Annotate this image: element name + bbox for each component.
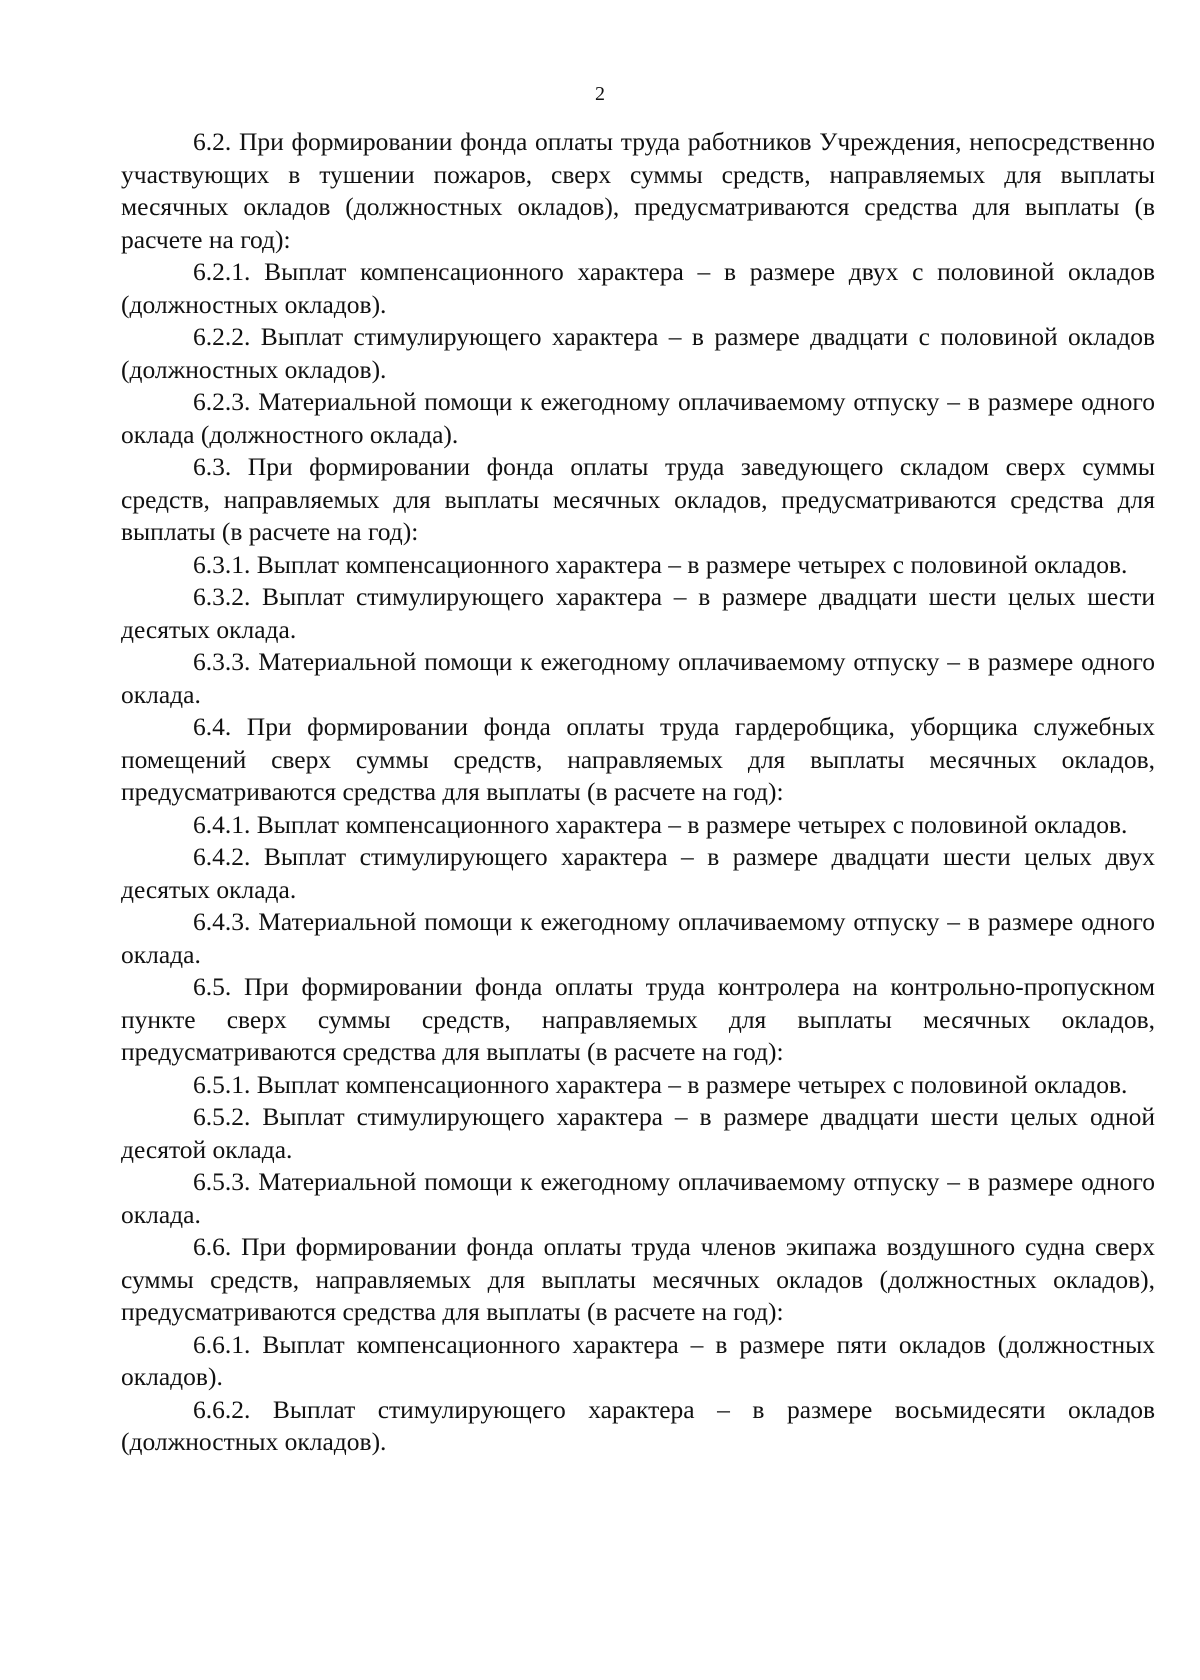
paragraph-6-5-3: 6.5.3. Материальной помощи к ежегодному оплачиваемому отпуску – в размере одного оклада. <box>121 1167 1155 1229</box>
paragraph-6-4-1: 6.4.1. Выплат компенсационного характера – в размере четырех с половиной окладов. <box>193 809 1128 839</box>
paragraph-6-3: 6.3. При формировании фонда оплаты труда заведующего складом сверх суммы средств, направляемых для выплаты месячных окладов, предусматриваются средства для выплаты (в расчете на год): <box>121 452 1155 546</box>
paragraph-6-2-1: 6.2.1. Выплат компенсационного характера – в размере двух с половиной окладов (должностных окладов). <box>121 257 1155 319</box>
paragraph-6-3-3: 6.3.3. Материальной помощи к ежегодному оплачиваемому отпуску – в размере одного оклада. <box>121 647 1155 709</box>
page-number: 2 <box>595 83 605 105</box>
paragraph-6-2-2: 6.2.2. Выплат стимулирующего характера – в размере двадцати с половиной окладов (должностных окладов). <box>121 322 1155 384</box>
paragraph-6-3-1: 6.3.1. Выплат компенсационного характера – в размере четырех с половиной окладов. <box>193 549 1128 579</box>
paragraph-6-6: 6.6. При формировании фонда оплаты труда членов экипажа воздушного судна сверх суммы средств, направляемых для выплаты месячных окладов (должностных окладов), предусматриваются средства для выплаты (в расчете на год): <box>121 1232 1155 1326</box>
paragraph-6-5-1: 6.5.1. Выплат компенсационного характера – в размере четырех с половиной окладов. <box>193 1069 1128 1099</box>
paragraph-6-5-2: 6.5.2. Выплат стимулирующего характера – в размере двадцати шести целых одной десятой оклада. <box>121 1102 1155 1164</box>
paragraph-6-2: 6.2. При формировании фонда оплаты труда работников Учреждения, непосредственно участвующих в тушении пожаров, сверх суммы средств, направляемых для выплаты месячных окладов (должностных окладов), предусматриваются средства для выплаты (в расчете на год): <box>121 127 1155 254</box>
document-body <box>121 126 1155 1459</box>
paragraph-6-4: 6.4. При формировании фонда оплаты труда гардеробщика, уборщика служебных помещений сверх суммы средств, направляемых для выплаты месячных окладов, предусматриваются средства для выплаты (в расчете на год): <box>121 712 1155 806</box>
paragraph-6-2-3: 6.2.3. Материальной помощи к ежегодному оплачиваемому отпуску – в размере одного оклада (должностного оклада). <box>121 387 1155 449</box>
paragraph-6-3-2: 6.3.2. Выплат стимулирующего характера – в размере двадцати шести целых шести десятых оклада. <box>121 582 1155 644</box>
paragraph-6-6-2: 6.6.2. Выплат стимулирующего характера – в размере восьмидесяти окладов (должностных окладов). <box>121 1394 1155 1456</box>
paragraph-6-6-1: 6.6.1. Выплат компенсационного характера – в размере пяти окладов (должностных окладов). <box>121 1329 1155 1391</box>
paragraph-6-4-3: 6.4.3. Материальной помощи к ежегодному оплачиваемому отпуску – в размере одного оклада. <box>121 907 1155 969</box>
paragraph-6-5: 6.5. При формировании фонда оплаты труда контролера на контрольно-пропускном пункте сверх суммы средств, направляемых для выплаты месячных окладов, предусматриваются средства для выплаты (в расчете на год): <box>121 972 1155 1066</box>
paragraph-6-4-2: 6.4.2. Выплат стимулирующего характера – в размере двадцати шести целых двух десятых оклада. <box>121 842 1155 904</box>
